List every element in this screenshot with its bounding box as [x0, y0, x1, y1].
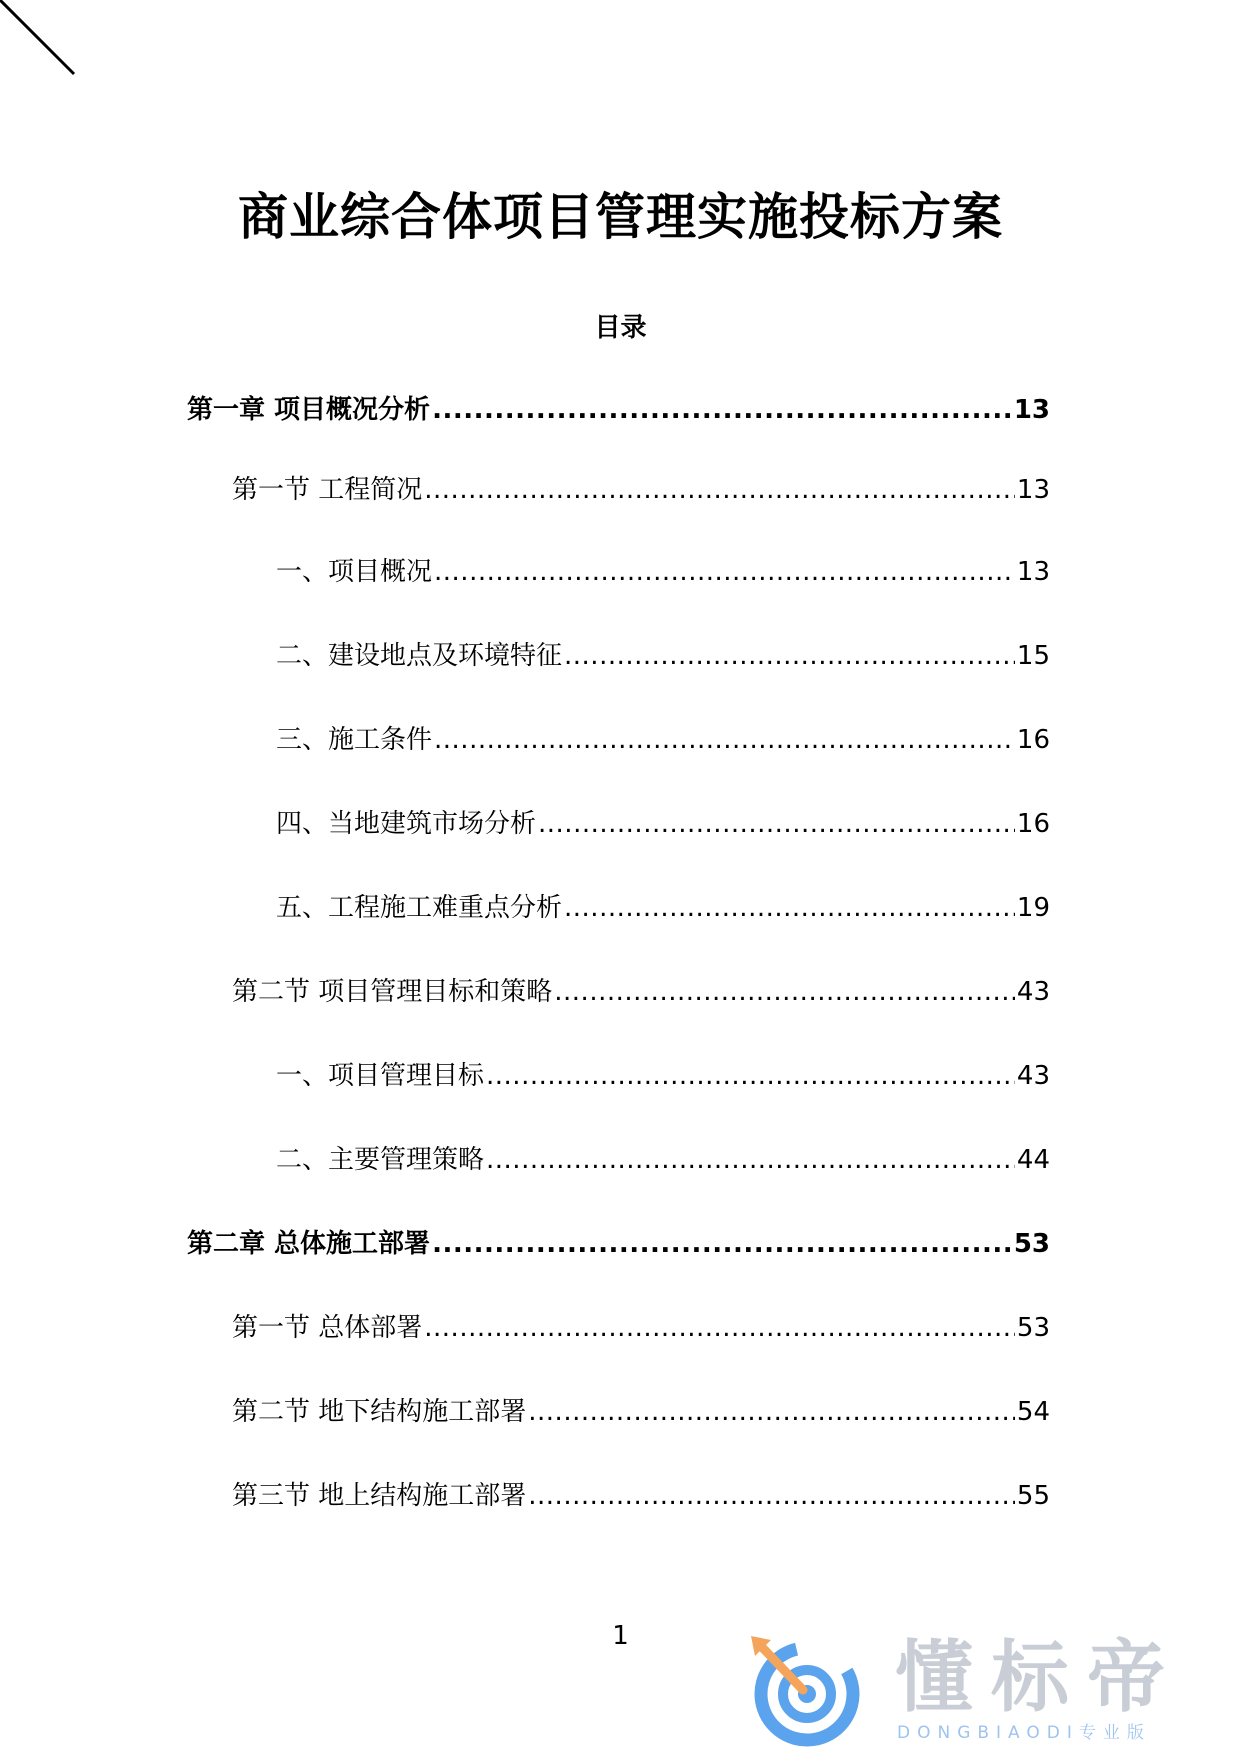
- toc-leader-dots: [554, 972, 1015, 1012]
- toc-entry[interactable]: [276, 552, 1050, 592]
- toc-entry[interactable]: [276, 1140, 1050, 1180]
- toc-entry-page: 53: [1013, 1229, 1050, 1259]
- toc-heading: 目录: [594, 313, 647, 343]
- toc-entry-text: 五、工程施工难重点分析: [276, 893, 563, 923]
- toc-entry-page: 15: [1016, 641, 1050, 671]
- toc-leader-dots: [432, 390, 1012, 430]
- toc-entry[interactable]: [187, 1224, 1050, 1264]
- toc-entry[interactable]: [232, 1476, 1050, 1516]
- toc-entry[interactable]: [276, 804, 1050, 844]
- page-number: 1: [612, 1621, 629, 1651]
- toc-entry[interactable]: [187, 390, 1050, 430]
- toc-entry-page: 43: [1016, 1061, 1050, 1091]
- toc-entry-page: 16: [1016, 809, 1050, 839]
- toc-leader-dots: [434, 720, 1015, 760]
- toc-entry-text: 三、施工条件: [276, 725, 433, 755]
- target-logo-icon: [745, 1632, 867, 1750]
- toc-leader-dots: [564, 636, 1015, 676]
- toc-entry-text: 二、主要管理策略: [276, 1145, 485, 1175]
- toc-entry-page: 13: [1016, 475, 1050, 505]
- toc-leader-dots: [424, 470, 1015, 510]
- toc-entry[interactable]: [232, 1308, 1050, 1348]
- toc-entry-text: 一、项目管理目标: [276, 1061, 485, 1091]
- toc-entry-page: 13: [1013, 395, 1050, 425]
- toc-entry-page: 16: [1016, 725, 1050, 755]
- toc-leader-dots: [432, 1224, 1012, 1264]
- toc-entry-text: 二、建设地点及环境特征: [276, 641, 563, 671]
- toc-leader-dots: [538, 804, 1015, 844]
- toc-entry[interactable]: [232, 470, 1050, 510]
- watermark-brand-name: 懂标帝: [895, 1633, 1184, 1723]
- toc-leader-dots: [486, 1140, 1015, 1180]
- toc-leader-dots: [424, 1308, 1015, 1348]
- toc-entry-page: 43: [1016, 977, 1050, 1007]
- toc-leader-dots: [486, 1056, 1015, 1096]
- toc-leader-dots: [528, 1392, 1015, 1432]
- toc-leader-dots: [434, 552, 1015, 592]
- toc-entry[interactable]: [276, 888, 1050, 928]
- toc-entry[interactable]: [232, 1392, 1050, 1432]
- toc-entry-page: 54: [1016, 1397, 1050, 1427]
- toc-entry-text: 第三节 地上结构施工部署: [232, 1481, 527, 1511]
- toc-entry[interactable]: [276, 636, 1050, 676]
- toc-entry-page: 44: [1016, 1145, 1050, 1175]
- toc-leader-dots: [564, 888, 1015, 928]
- document-title: 商业综合体项目管理实施投标方案: [238, 188, 1003, 246]
- toc-entry-page: 13: [1016, 557, 1050, 587]
- toc-entry-text: 第一章 项目概况分析: [187, 395, 431, 425]
- watermark: [745, 1632, 1225, 1750]
- toc-entry-page: 19: [1016, 893, 1050, 923]
- toc-entry-text: 第一节 总体部署: [232, 1313, 423, 1343]
- toc-entry-text: 一、项目概况: [276, 557, 433, 587]
- toc-entry-text: 第二节 项目管理目标和策略: [232, 977, 553, 1007]
- toc-entry-page: 53: [1016, 1313, 1050, 1343]
- toc-entry-text: 第二节 地下结构施工部署: [232, 1397, 527, 1427]
- toc-entry[interactable]: [232, 972, 1050, 1012]
- toc-entry-page: 55: [1016, 1481, 1050, 1511]
- toc-leader-dots: [528, 1476, 1015, 1516]
- corner-crop-mark: [0, 0, 80, 80]
- toc-entry[interactable]: [276, 1056, 1050, 1096]
- toc-entry-text: 第二章 总体施工部署: [187, 1229, 431, 1259]
- toc-entry-text: 第一节 工程简况: [232, 475, 423, 505]
- watermark-brand-subtitle: DONGBIAODI专业版: [897, 1723, 1151, 1743]
- toc-entry-text: 四、当地建筑市场分析: [276, 809, 537, 839]
- toc-entry[interactable]: [276, 720, 1050, 760]
